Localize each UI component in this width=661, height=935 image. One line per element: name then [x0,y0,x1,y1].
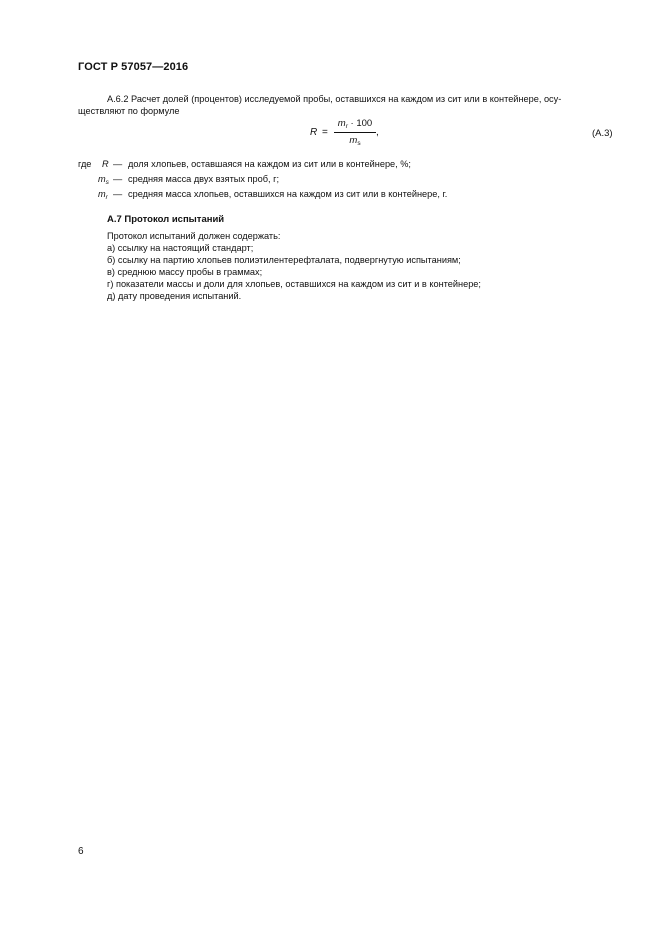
list-item: д) дату проведения испытаний. [107,291,242,301]
formula-lhs: R [310,127,318,138]
where-intro: где [78,159,92,169]
list-item: г) показатели массы и доли для хлопьев, оставшихся на каждом из сит и в контейнере; [107,279,481,289]
list-item: в) среднюю массу пробы в граммах; [107,267,263,277]
paragraph-a62-line1: А.6.2 Расчет долей (процентов) исследуемой пробы, оставшихся на каждом из сит или в контейнере, осу- [107,94,562,104]
list-item: а) ссылку на настоящий стандарт; [107,243,254,253]
where-desc: доля хлопьев, оставшаяся на каждом из сит или в контейнере, %; [128,159,411,169]
formula-equals: = [322,127,328,138]
where-var-mr: $m_r$ [98,189,108,201]
section-a7-title: А.7 Протокол испытаний [107,214,225,225]
where-dash: — [113,159,123,169]
formula-denominator: $m_s$ [349,135,361,147]
formula-numerator: $m_r \cdot 100$ [337,118,373,130]
list-item: б) ссылку на партию хлопьев полиэтилентерефталата, подвергнутую испытаниям; [107,255,461,265]
document-header: ГОСТ Р 57057—2016 [78,61,189,73]
where-desc: средняя масса двух взятых проб, г; [128,174,279,184]
formula-number: (А.3) [592,128,613,139]
paragraph-a62-line2: ществляют по формуле [78,106,180,116]
where-dash: — [113,189,123,199]
formula-comma: , [376,127,379,138]
where-desc: средняя масса хлопьев, оставшихся на каждом из сит или в контейнере, г. [128,189,448,199]
section-a7-intro: Протокол испытаний должен содержать: [107,231,281,241]
fraction-line [334,132,376,133]
where-dash: — [113,174,123,184]
where-var-ms: $m_s$ [98,174,109,186]
page-number: 6 [78,846,84,857]
where-var-r: R [102,159,109,169]
